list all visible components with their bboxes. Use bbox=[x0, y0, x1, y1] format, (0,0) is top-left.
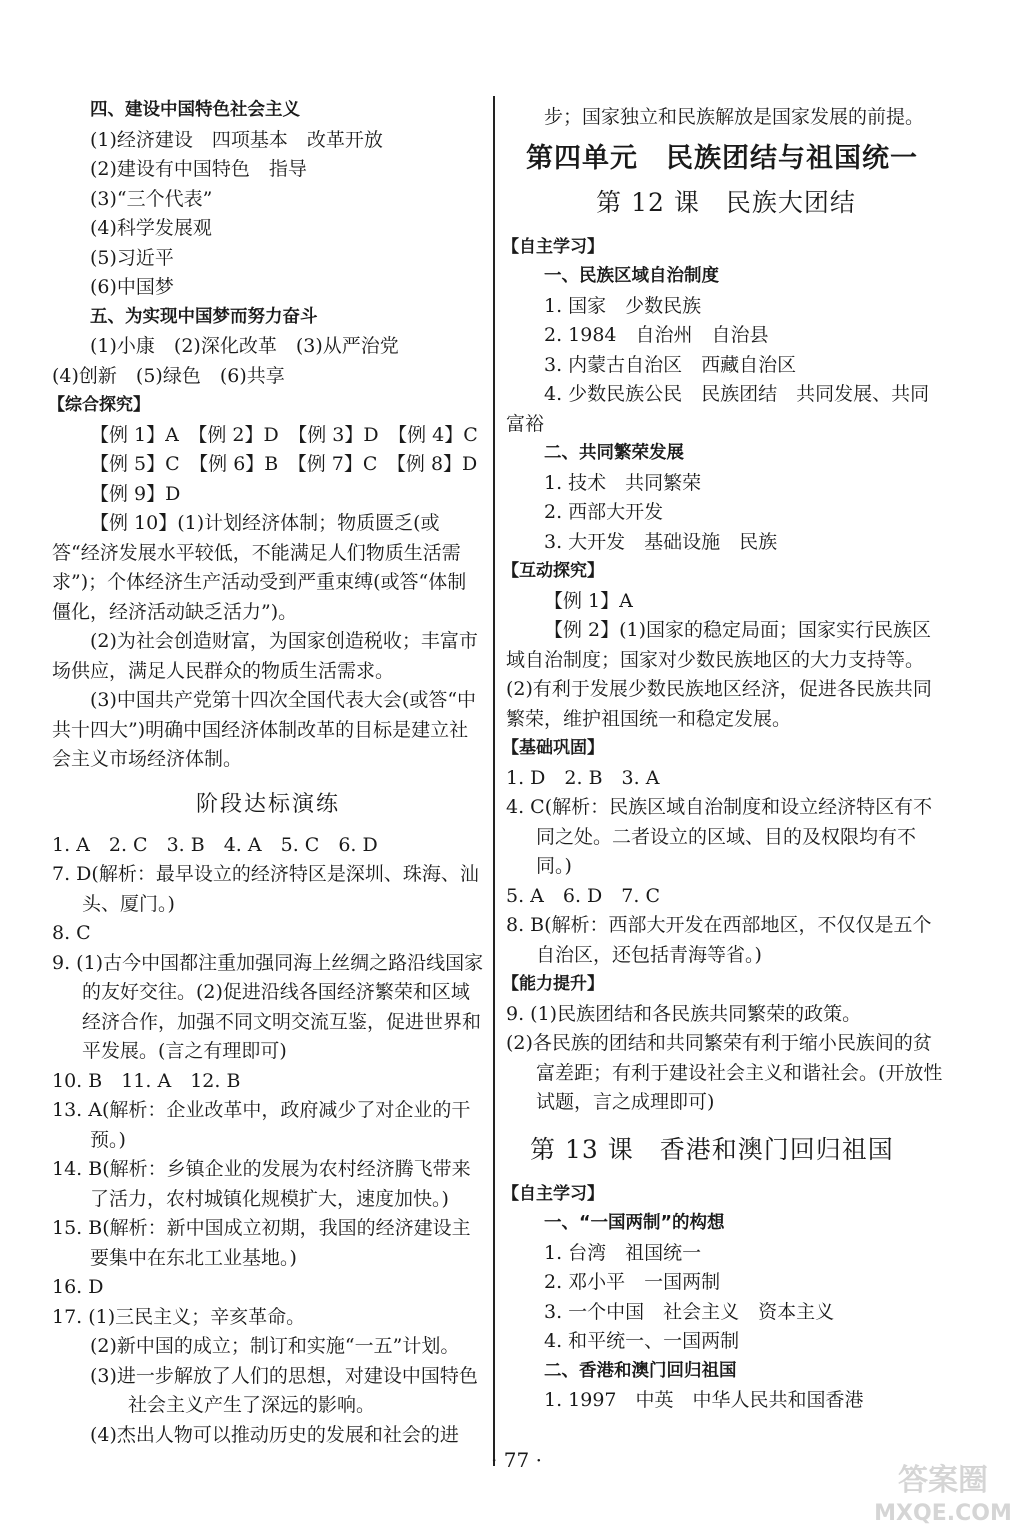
text-line: (2)为社会创造财富，为国家创造税收；丰富市场供应，满足人民群众的物质生活需求。 bbox=[52, 630, 478, 682]
text-line: 10. B 11. A 12. B bbox=[52, 1069, 241, 1092]
svg-text:答案圈: 答案圈 bbox=[898, 1463, 988, 1498]
text-line: (3)中国共产党第十四次全国代表大会(或答“中共十四大”)明确中国经济体制改革的目标是建立社会主义市场经济体制。 bbox=[52, 689, 477, 770]
section-tag: 【自主学习】 bbox=[502, 236, 604, 257]
watermark-logo bbox=[863, 1450, 1023, 1528]
text-line: 4. 和平统一、一国两制 bbox=[544, 1330, 740, 1352]
lesson-title: 第 13 课 香港和澳门回归祖国 bbox=[530, 1134, 894, 1164]
text-line: (3)进一步解放了人们的思想，对建设中国特色社会主义产生了深远的影响。 bbox=[90, 1364, 478, 1416]
text-line: 4. 少数民族公民 民族团结 共同发展、共同富裕 bbox=[506, 383, 930, 435]
left-column bbox=[48, 96, 484, 1450]
text-line: 1. 技术 共同繁荣 bbox=[544, 471, 702, 494]
text-line: 3. 大开发 基础设施 民族 bbox=[544, 530, 778, 553]
text-line: 4. C(解析：民族区域自治制度和设立经济特区有不同之处。二者设立的区域、目的及权限均有不同。) bbox=[506, 796, 933, 877]
text-line: (2)新中国的成立；制订和实施“一五”计划。 bbox=[90, 1335, 460, 1357]
text-line: 1. 1997 中英 中华人民共和国香港 bbox=[544, 1389, 864, 1411]
section-heading: 五、为实现中国梦而努力奋斗 bbox=[90, 306, 318, 327]
text-line: 13. A(解析：企业改革中，政府减少了对企业的干预。) bbox=[52, 1099, 471, 1151]
text-line: (4)杰出人物可以推动历史的发展和社会的进 bbox=[90, 1423, 459, 1446]
text-line: 1. 国家 少数民族 bbox=[544, 294, 702, 317]
page-number: · 77 · bbox=[491, 1448, 542, 1472]
section-tag: 【互动探究】 bbox=[502, 561, 604, 581]
text-line: 9. (1)古今中国都注重加强同海上丝绸之路沿线国家的友好交往。(2)促进沿线各国经济繁荣和区域经济合作，加强不同文明交流互鉴，促进世界和平发展。(言之有理即可) bbox=[52, 951, 484, 1062]
text-line: 16. D bbox=[52, 1276, 104, 1298]
text-line: 【例 2】(1)国家的稳定局面；国家实行民族区域自治制度；国家对少数民族地区的大力支持等。(2)有利于发展少数民族地区经济，促进各民族共同繁荣，维护祖国统一和稳定发展。 bbox=[506, 619, 932, 730]
text-line: 15. B(解析：新中国成立初期，我国的经济建设主要集中在东北工业基地。) bbox=[52, 1217, 471, 1269]
text-line: 7. D(解析：最早设立的经济特区是深圳、珠海、汕头、厦门。) bbox=[52, 863, 479, 915]
section-heading: 一、民族区域自治制度 bbox=[544, 266, 719, 286]
section-tag: 【能力提升】 bbox=[502, 974, 604, 994]
text-line: 17. (1)三民主义；辛亥革命。 bbox=[52, 1305, 306, 1328]
text-line: 8. C bbox=[52, 922, 91, 944]
text-line: (6)中国梦 bbox=[90, 276, 174, 298]
text-line: (2)各民族的团结和共同繁荣有利于缩小民族间的贫富差距；有利于建设社会主义和谐社会。(开放性试题，言之成理即可) bbox=[506, 1032, 943, 1113]
text-line: 【例 1】A bbox=[544, 589, 633, 612]
text-line: 2. 西部大开发 bbox=[544, 501, 664, 523]
text-line: 【例 5】C 【例 6】B 【例 7】C 【例 8】D bbox=[90, 453, 478, 475]
text-line: (3)“三个代表” bbox=[90, 187, 213, 210]
text-line: 1. 台湾 祖国统一 bbox=[544, 1241, 702, 1264]
text-line: 9. (1)民族团结和各民族共同繁荣的政策。 bbox=[506, 1002, 862, 1025]
text-line: 1. A 2. C 3. B 4. A 5. C 6. D bbox=[52, 833, 378, 856]
text-line: 2. 邓小平 一国两制 bbox=[544, 1271, 721, 1293]
text-line: 【例 9】D bbox=[90, 482, 181, 505]
section-heading: 四、建设中国特色社会主义 bbox=[90, 100, 300, 120]
text-line: 步；国家独立和民族解放是国家发展的前提。 bbox=[544, 106, 925, 128]
text-line: 【例 1】A 【例 2】D 【例 3】D 【例 4】C bbox=[90, 423, 478, 446]
text-line: (4)科学发展观 bbox=[90, 217, 212, 239]
text-line: (1)小康 (2)深化改革 (3)从严治党 bbox=[90, 335, 399, 357]
stage-title: 阶段达标演练 bbox=[195, 791, 340, 817]
text-line: 2. 1984 自治州 自治县 bbox=[544, 324, 769, 346]
section-heading: 一、“一国两制”的构想 bbox=[544, 1213, 725, 1233]
section-heading: 二、共同繁荣发展 bbox=[544, 443, 684, 463]
text-line: (4)创新 (5)绿色 (6)共享 bbox=[52, 364, 285, 387]
text-line: (5)习近平 bbox=[90, 246, 174, 269]
unit-title: 第四单元 民族团结与祖国统一 bbox=[526, 142, 918, 174]
right-column bbox=[502, 103, 946, 1416]
svg-text:MXQE.COM: MXQE.COM bbox=[874, 1501, 1012, 1526]
text-line: (2)建设有中国特色 指导 bbox=[90, 158, 307, 180]
text-line: 【例 10】(1)计划经济体制；物质匮乏(或答“经济发展水平较低，不能满足人们物质生活需求”)；个体经济生产活动受到严重束缚(或答“体制僵化，经济活动缺乏活力”)。 bbox=[52, 512, 467, 623]
column-divider bbox=[493, 96, 495, 1466]
text-line: 14. B(解析：乡镇企业的发展为农村经济腾飞带来了活力，农村城镇化规模扩大，速度加快。) bbox=[52, 1158, 471, 1210]
text-line: 3. 一个中国 社会主义 资本主义 bbox=[544, 1300, 835, 1323]
text-line: 1. D 2. B 3. A bbox=[506, 766, 660, 789]
section-tag: 【综合探究】 bbox=[48, 395, 150, 415]
text-line: 3. 内蒙古自治区 西藏自治区 bbox=[544, 353, 797, 376]
text-line: 8. B(解析：西部大开发在西部地区，不仅仅是五个自治区，还包括青海等省。) bbox=[506, 914, 932, 966]
text-line: 5. A 6. D 7. C bbox=[506, 884, 660, 907]
section-heading: 二、香港和澳门回归祖国 bbox=[544, 1360, 737, 1381]
lesson-title: 第 12 课 民族大团结 bbox=[596, 187, 856, 217]
text-line: (1)经济建设 四项基本 改革开放 bbox=[90, 128, 383, 151]
section-tag: 【自主学习】 bbox=[502, 1183, 604, 1204]
section-tag: 【基础巩固】 bbox=[502, 738, 604, 758]
